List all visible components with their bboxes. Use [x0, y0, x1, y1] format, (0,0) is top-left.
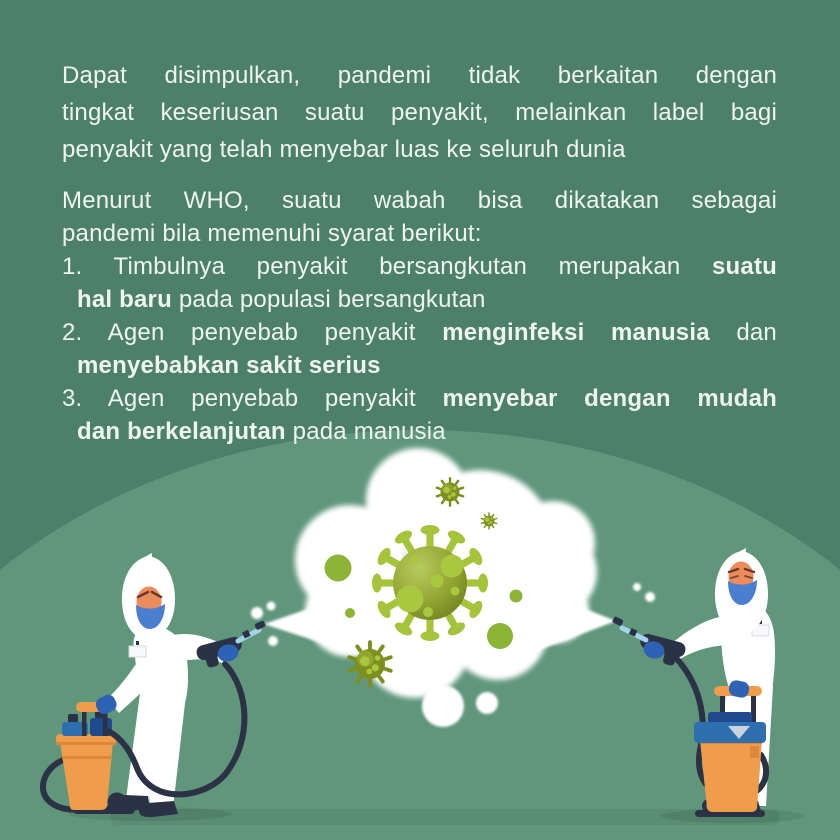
text-line — [62, 250, 777, 283]
text: dan — [709, 319, 777, 346]
criteria-item — [62, 316, 777, 382]
text: 3. Agen penyebab penyakit — [62, 385, 443, 412]
text-line — [62, 131, 777, 168]
text-line — [62, 57, 777, 94]
text: 1. Timbulnya penyakit bersangkutan merupakan — [62, 253, 712, 280]
text-line — [62, 217, 777, 250]
bold-text: suatu — [711, 253, 777, 280]
intro-paragraph — [62, 57, 777, 168]
bold-text: menyebabkan sakit serius — [77, 352, 381, 379]
criteria-item — [62, 382, 777, 448]
text-line — [62, 283, 777, 316]
badge — [129, 646, 146, 657]
text-line — [62, 184, 777, 217]
text: Menurut WHO, suatu wabah bisa dikatakan sebagai — [62, 187, 777, 214]
bold-text: menyebar dengan mudah — [442, 385, 777, 412]
text: tingkat keseriusan suatu penyakit, melainkan label bagi — [62, 99, 777, 126]
text: pandemi bila memenuhi syarat berikut: — [62, 220, 482, 247]
bold-text: dan berkelanjutan — [77, 418, 286, 445]
text-line — [62, 415, 777, 448]
text: Dapat disimpulkan, pandemi tidak berkaitan dengan — [62, 62, 777, 89]
ground-shadows — [68, 807, 805, 825]
who-paragraph — [62, 184, 777, 250]
text: 2. Agen penyebab penyakit — [62, 319, 443, 346]
criteria-item — [62, 250, 777, 316]
bold-text: menginfeksi manusia — [442, 319, 710, 346]
text-line — [62, 382, 777, 415]
text: pada populasi bersangkutan — [171, 286, 486, 313]
text: penyakit yang telah menyebar luas ke seluruh dunia — [62, 136, 626, 163]
text: pada manusia — [285, 418, 446, 445]
text-line — [62, 316, 777, 349]
text-content — [62, 57, 777, 448]
text-line — [62, 94, 777, 131]
bold-text: hal baru — [77, 286, 172, 313]
text-line — [62, 349, 777, 382]
criteria-list — [62, 250, 777, 448]
